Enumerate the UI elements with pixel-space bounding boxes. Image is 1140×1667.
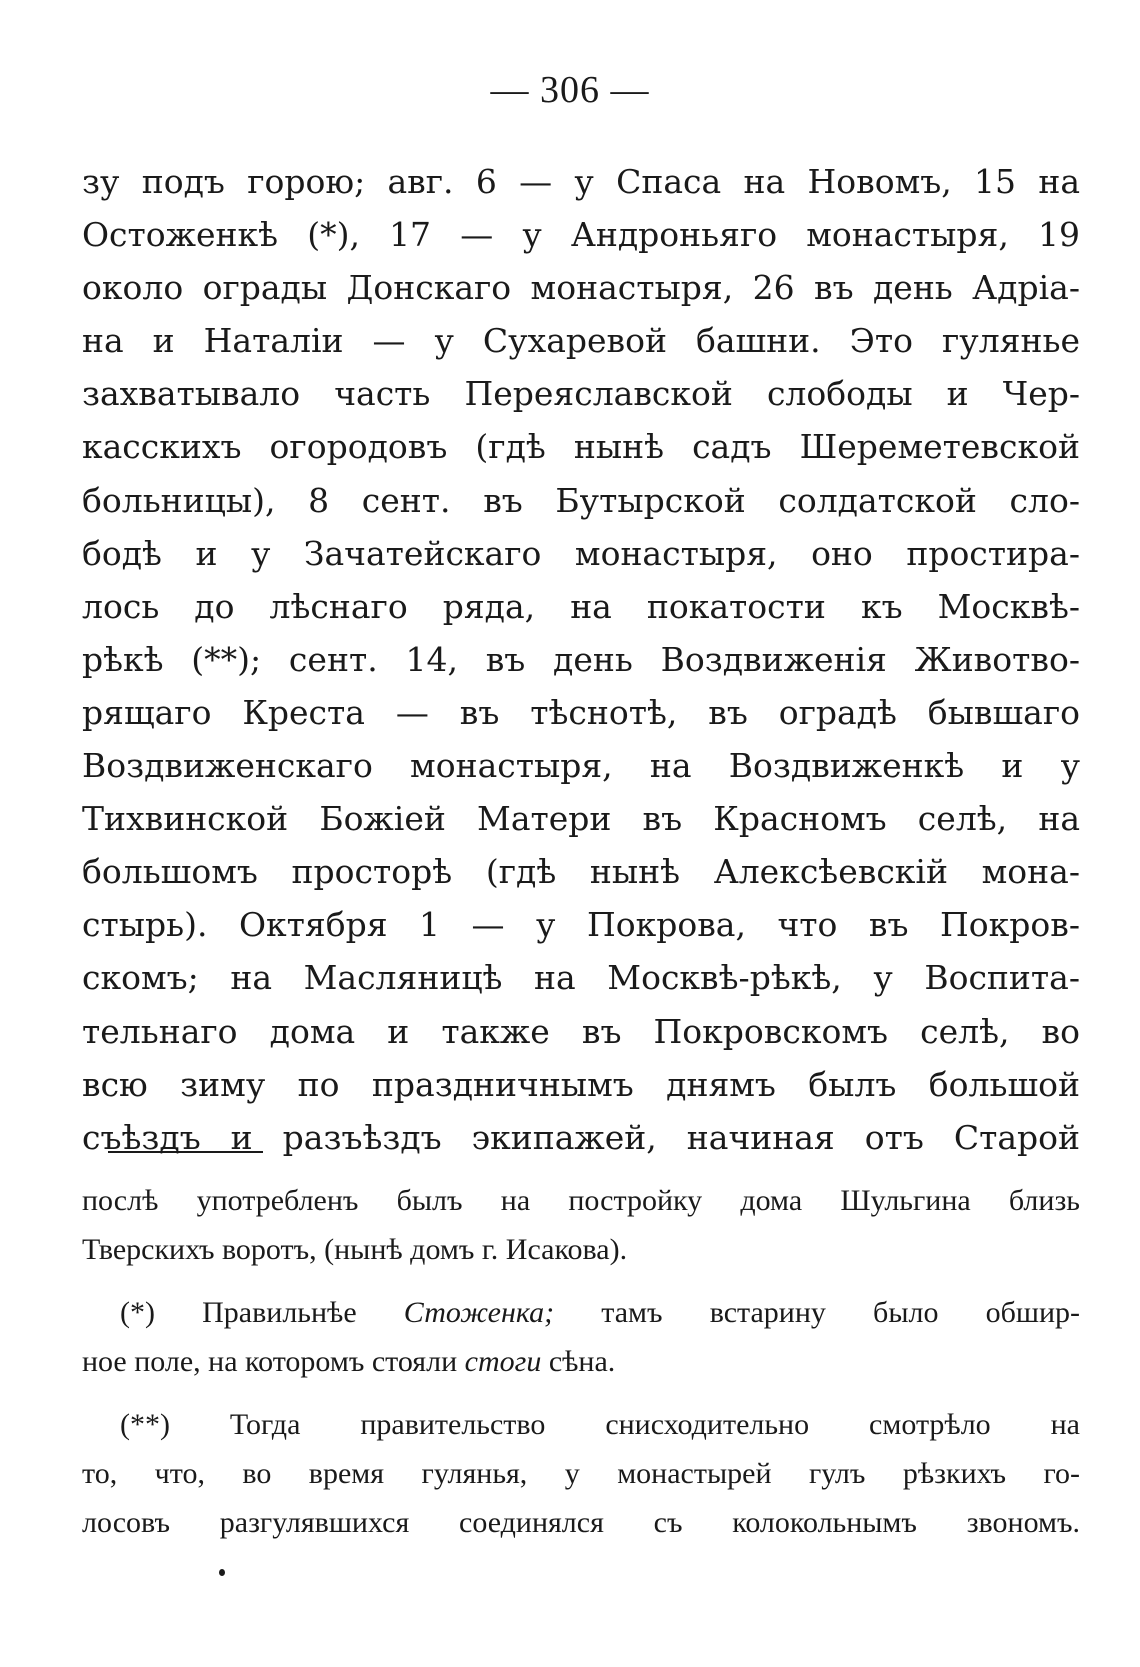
text-line: касскихъ огородовъ (гдѣ нынѣ садъ Шереметевской [82,427,1080,467]
footnote-1-line [82,1288,1080,1337]
footnote-2-line: лосовъ разгулявшихся соединялся съ колокольнымъ звономъ. [82,1506,1080,1539]
text-line: Тихвинской Божіей Матери въ Красномъ селѣ, на [82,799,1080,839]
text-line: около ограды Донскаго монастыря, 26 въ день Адріа- [82,268,1080,308]
text-line: скомъ; на Масляницѣ на Москвѣ-рѣкѣ, у Воспита- [82,958,1080,998]
text-line: рящаго Креста — въ тѣснотѣ, въ оградѣ бывшаго [82,692,1080,732]
footnote-1-text: (*) Правильнѣе [120,1296,404,1329]
footnote-1-italic-term: Стоженка; [403,1296,555,1329]
text-line: съѣздъ и разъѣздъ экипажей, начиная отъ Старой [82,1117,1080,1157]
text-line: зу подъ горою; авг. 6 — у Спаса на Новомъ, 15 на [82,162,1080,201]
text-line: Воздвиженскаго монастыря, на Воздвиженкѣ и у [82,746,1080,786]
text-line: тельнаго дома и также въ Покровскомъ селѣ, во [82,1011,1080,1051]
footnote-continuation-line: послѣ употребленъ былъ на постройку дома Шульгина близь [82,1184,1080,1217]
footnote-1-text: тамъ встарину было обшир- [554,1296,1080,1329]
footnote-2-line: (**) Тогда правительство снисходительно смотрѣло на [120,1408,1080,1441]
page-number: — 306 — [490,69,650,111]
text-line: всю зиму по праздничнымъ днямъ былъ большой [82,1064,1080,1104]
text-line: лось до лѣснаго ряда, на покатости къ Москвѣ- [82,586,1080,626]
text-line: стырь). Октября 1 — у Покрова, что въ Покров- [82,905,1080,945]
footnote-continuation-line: Тверскихъ воротъ, (нынѣ домъ г. Исакова). [82,1233,628,1266]
text-line: бодѣ и у Зачатейскаго монастыря, оно простира- [82,533,1080,573]
footnotes [82,1176,1080,1547]
text-line: большомъ просторѣ (гдѣ нынѣ Алексѣевскій мона- [82,852,1080,892]
text-line: Остоженкѣ (*), 17 — у Андроньяго монастыря, 19 [82,215,1080,255]
footnote-1-line [82,1337,1080,1386]
footnote-1-text: сѣна. [541,1345,616,1378]
footnote-1-italic-term: стоги [464,1345,542,1378]
text-line: рѣкѣ (**); сент. 14, въ день Воздвиженія Животво- [82,639,1080,679]
footnote-1-text: ное поле, на которомъ стояли [82,1345,465,1378]
text-line: больницы), 8 сент. въ Бутырской солдатской сло- [82,480,1080,520]
ink-speck [219,1569,225,1576]
text-line: на и Наталіи — у Сухаревой башни. Это гулянье [82,321,1080,361]
text-line: захватывало часть Переяславской слободы и Чер- [82,374,1080,414]
main-text [82,155,1080,1164]
footnote-separator [108,1151,263,1153]
footnote-2-line: то, что, во время гулянья, у монастырей гулъ рѣзкихъ го- [82,1457,1080,1490]
